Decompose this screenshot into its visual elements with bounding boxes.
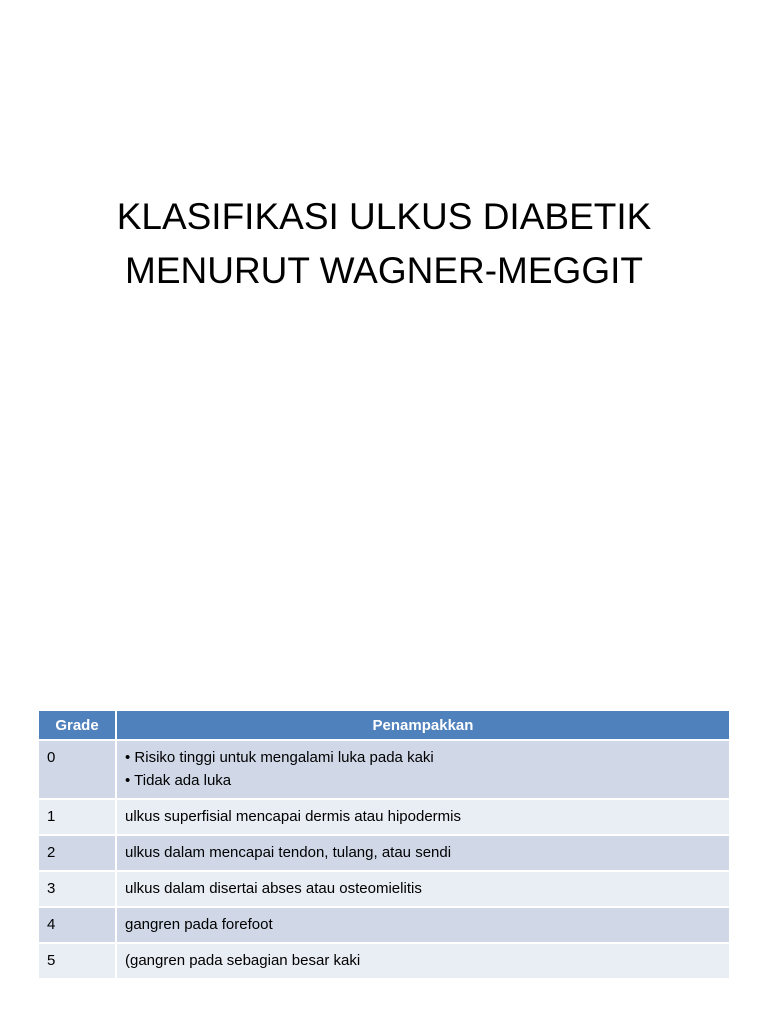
- grade-cell: 4: [39, 907, 116, 943]
- table-row: [39, 907, 729, 943]
- table-row: [39, 740, 729, 799]
- appearance-cell: (gangren pada sebagian besar kaki: [116, 943, 729, 979]
- table-row: [39, 871, 729, 907]
- slide-title-line-2: MENURUT WAGNER-MEGGIT: [125, 250, 643, 291]
- table-row: [39, 799, 729, 835]
- table-row: [39, 943, 729, 979]
- table-row: [39, 835, 729, 871]
- slide-title: [0, 190, 768, 298]
- appearance-cell: ulkus superfisial mencapai dermis atau hipodermis: [116, 799, 729, 835]
- header-grade: Grade: [39, 711, 116, 740]
- grade-cell: 3: [39, 871, 116, 907]
- classification-table: [39, 711, 729, 980]
- grade-cell: 0: [39, 740, 116, 799]
- table-header-row: [39, 711, 729, 740]
- grade-cell: 2: [39, 835, 116, 871]
- grade-cell: 1: [39, 799, 116, 835]
- appearance-cell: ulkus dalam mencapai tendon, tulang, atau sendi: [116, 835, 729, 871]
- bullet-item: • Tidak ada luka: [125, 772, 232, 789]
- bullet-item: • Risiko tinggi untuk mengalami luka pada kaki: [125, 749, 434, 766]
- slide-title-line-1: KLASIFIKASI ULKUS DIABETIK: [116, 196, 652, 237]
- appearance-cell: [116, 740, 729, 799]
- appearance-cell: gangren pada forefoot: [116, 907, 729, 943]
- appearance-cell: ulkus dalam disertai abses atau osteomielitis: [116, 871, 729, 907]
- header-appearance: Penampakkan: [116, 711, 729, 740]
- grade-cell: 5: [39, 943, 116, 979]
